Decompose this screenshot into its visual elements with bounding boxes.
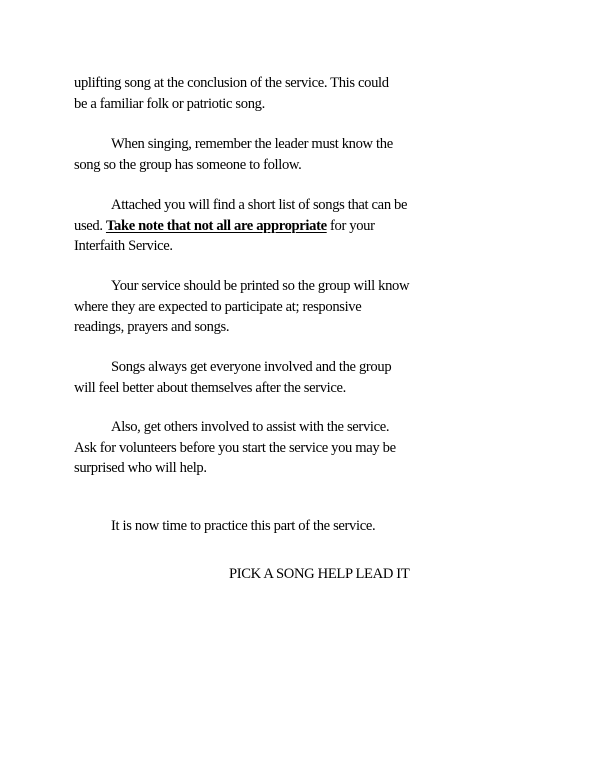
text-line: Also, get others involved to assist with the service.: [111, 419, 390, 435]
emphasis-note: Take note that not all are appropriate: [105, 217, 327, 234]
text-line: song so the group has someone to follow.: [74, 156, 302, 173]
text-line-with-emphasis: [74, 216, 474, 237]
text-line: When singing, remember the leader must know the: [111, 136, 393, 152]
paragraph-practice: [74, 516, 474, 537]
paragraph-singing-leader: [74, 134, 474, 175]
text-segment: for your: [326, 217, 375, 234]
paragraph-songs-involve: [74, 357, 474, 398]
text-line: Interfaith Service.: [74, 238, 173, 254]
text-line: It is now time to practice this part of the service.: [111, 518, 376, 534]
paragraph-song-list: [74, 195, 474, 257]
text-line: Your service should be printed so the group will know: [111, 278, 410, 294]
paragraph-volunteers: [74, 417, 474, 479]
text-line: readings, prayers and songs.: [74, 319, 230, 335]
text-line: surprised who will help.: [74, 460, 207, 476]
text-line: Attached you will find a short list of songs that can be: [111, 197, 408, 213]
text-segment: used.: [74, 217, 106, 234]
text-line: Ask for volunteers before you start the service you may be: [74, 439, 396, 456]
paragraph-printed-service: [74, 276, 474, 338]
closing-heading: PICK A SONG HELP LEAD IT: [229, 566, 410, 582]
text-line: where they are expected to participate at; responsive: [74, 298, 362, 315]
text-line: will feel better about themselves after the service.: [74, 379, 346, 396]
text-line: be a familiar folk or patriotic song.: [74, 95, 265, 112]
text-line: Songs always get everyone involved and the group: [111, 359, 392, 375]
paragraph-song-conclusion: [74, 73, 474, 114]
text-line: uplifting song at the conclusion of the service. This could: [74, 75, 389, 91]
